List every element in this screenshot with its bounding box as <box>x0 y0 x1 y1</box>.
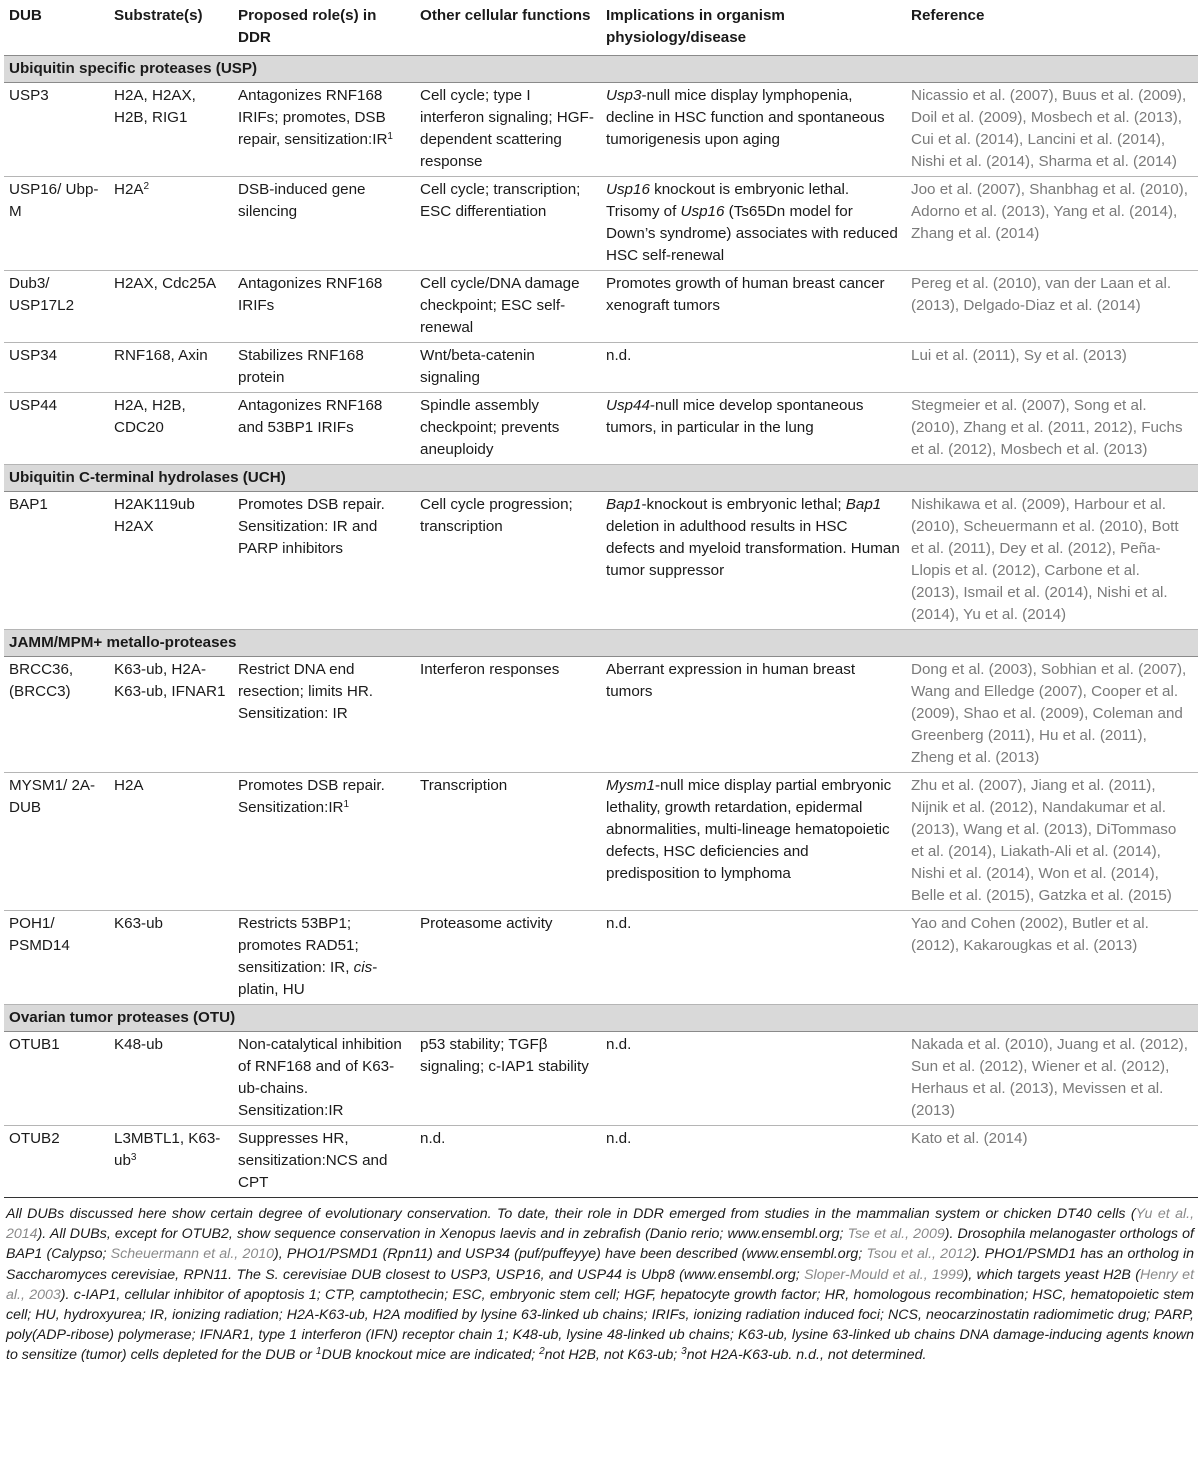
cell-role: Antagonizes RNF168 IRIFs <box>233 271 415 343</box>
footnote-superscript: 2 <box>539 1346 545 1358</box>
cell-substrates: H2A <box>109 773 233 911</box>
cell-role-superscript: 1 <box>387 131 393 142</box>
cell-implications: Bap1-knockout is embryonic lethal; Bap1 deletion in adulthood results in HSC defects and myeloid transformation. Human tumor suppressor <box>601 492 906 630</box>
cell-role: DSB-induced gene silencing <box>233 177 415 271</box>
cell-dub: USP16/ Ubp-M <box>4 177 109 271</box>
table-row <box>4 773 1198 911</box>
cell-implications: Promotes growth of human breast cancer xenograft tumors <box>601 271 906 343</box>
table-row <box>4 271 1198 343</box>
cell-functions: Cell cycle progression; transcription <box>415 492 601 630</box>
cell-reference[interactable]: Yao and Cohen (2002), Butler et al. (2012), Kakarougkas et al. (2013) <box>906 911 1198 1005</box>
cell-implications-italic: Usp44 <box>606 397 650 414</box>
cell-implications: n.d. <box>601 1126 906 1198</box>
cell-implications: Usp3-null mice display lymphopenia, decline in HSC function and spontaneous tumorigenesis upon aging <box>601 83 906 177</box>
cell-reference[interactable]: Pereg et al. (2010), van der Laan et al. (2013), Delgado-Diaz et al. (2014) <box>906 271 1198 343</box>
table-footnote: All DUBs discussed here show certain degree of evolutionary conservation. To date, their role in DDR emerged from studies in the mammalian system or chicken DT40 cells (Yu et al., 2014). All DUBs, except for OTUB2, show sequence conservation in Xenopus laevis and in zebrafish (Danio rerio; www.ensembl.org; Tse et al., 2009). Drosophila melanogaster orthologs of BAP1 (Calypso; Scheuermann et al., 2010), PHO1/PSMD1 (Rpn11) and USP34 (puf/puffeyye) have been described (www.ensembl.org; Tsou et al., 2012). PHO1/PSMD1 has an ortholog in Saccharomyces cerevisiae, RPN11. The S. cerevisiae DUB closest to USP3, USP16, and USP44 is Ubp8 (www.ensembl.org; Sloper-Mould et al., 1999), which targets yeast H2B (Henry et al., 2003). c-IAP1, cellular inhibitor of apoptosis 1; CTP, camptothecin; ESC, embryonic stem cell; HGF, hepatocyte growth factor; HR, homologous recombination; HSC, hematopoietic stem cell; HU, hydroxyurea; IR, ionizing radiation; H2A-K63-ub, H2A modified by lysine 63-linked ub chains; IRIFs, ionizing radiation induced foci; NCS, neocarzinostatin radiomimetic drug; PARP, poly(ADP-ribose) polymerase; IFNAR1, type 1 interferon (IFN) receptor chain 1; K48-ub, lysine 48-linked ub chains; K63-ub, lysine 63-linked ub chains DNA damage-inducing agents known to sensitize (tumor) cells depleted for the DUB or $^1$DUB knockout mice are indicated; $^2$not H2B, not K63-ub; $^3$not H2A-K63-ub. n.d., not determined. <box>6 1206 1195 1364</box>
cell-dub: BAP1 <box>4 492 109 630</box>
cell-functions: Cell cycle; transcription; ESC differentiation <box>415 177 601 271</box>
citation-link[interactable]: Scheuermann et al., 2010 <box>110 1246 275 1263</box>
cell-functions: Proteasome activity <box>415 911 601 1005</box>
cell-reference[interactable]: Nishikawa et al. (2009), Harbour et al. (2010), Scheuermann et al. (2010), Bott et al. (2011), Dey et al. (2012), Peña-Llopis et al. (2012), Carbone et al. (2013), Ismail et al. (2014), Nishi et al. (2014), Yu et al. (2014) <box>906 492 1198 630</box>
cell-implications-italic: Bap1 <box>606 496 642 513</box>
citation-link[interactable]: Yu et al., 2014 <box>6 1206 1195 1243</box>
cell-role-italic: cis <box>353 959 373 976</box>
header-role: Proposed role(s) in DDR <box>238 7 377 46</box>
header-dub: DUB <box>9 7 42 24</box>
cell-substrates: H2AK119ub H2AX <box>109 492 233 630</box>
section-row <box>4 56 1198 83</box>
section-title: Ubiquitin C-terminal hydrolases (UCH) <box>4 465 1198 492</box>
section-title: JAMM/MPM+ metallo-proteases <box>4 630 1198 657</box>
header-functions: Other cellular functions <box>420 7 591 24</box>
cell-role: Non-catalytical inhibition of RNF168 and of K63-ub-chains. Sensitization:IR <box>233 1032 415 1126</box>
table-row <box>4 343 1198 393</box>
cell-reference[interactable]: Stegmeier et al. (2007), Song et al. (2010), Zhang et al. (2011, 2012), Fuchs et al. (2012), Mosbech et al. (2013) <box>906 393 1198 465</box>
cell-role: Restricts 53BP1; promotes RAD51; sensitization: IR, cis-platin, HU <box>233 911 415 1005</box>
cell-functions: n.d. <box>415 1126 601 1198</box>
cell-role: Promotes DSB repair. $Sensitization:IR^1$ <box>233 773 415 911</box>
footnote-superscript: 3 <box>681 1346 687 1358</box>
cell-substrates: K63-ub <box>109 911 233 1005</box>
table-row <box>4 1126 1198 1198</box>
cell-implications-italic: Usp3 <box>606 87 642 104</box>
cell-substrates: H2A, H2AX, H2B, RIG1 <box>109 83 233 177</box>
cell-role: Antagonizes RNF168 IRIFs; promotes, DSB repair, $sensitization:IR^1$ <box>233 83 415 177</box>
table-row <box>4 911 1198 1005</box>
table-row <box>4 657 1198 773</box>
cell-reference[interactable]: Nicassio et al. (2007), Buus et al. (2009), Doil et al. (2009), Mosbech et al. (2013), Cui et al. (2014), Lancini et al. (2014), Nishi et al. (2014), Sharma et al. (2014) <box>906 83 1198 177</box>
cell-substrates-superscript: 3 <box>130 1152 137 1163</box>
cell-dub: USP3 <box>4 83 109 177</box>
cell-substrates: H2A, H2B, CDC20 <box>109 393 233 465</box>
table-header <box>4 0 1198 56</box>
cell-functions: Interferon responses <box>415 657 601 773</box>
cell-dub: USP44 <box>4 393 109 465</box>
table-row <box>4 83 1198 177</box>
cell-implications-italic: Bap1 <box>845 496 882 513</box>
cell-implications: n.d. <box>601 343 906 393</box>
table-row <box>4 177 1198 271</box>
cell-role-superscript: 1 <box>343 799 350 810</box>
cell-implications-italic: Usp16 <box>680 203 725 220</box>
table-body <box>4 56 1198 1198</box>
cell-implications: n.d. <box>601 1032 906 1126</box>
cell-role: Stabilizes RNF168 protein <box>233 343 415 393</box>
cell-implications: Usp44-null mice develop spontaneous tumors, in particular in the lung <box>601 393 906 465</box>
citation-link[interactable]: Henry et al., 2003 <box>6 1266 1195 1303</box>
cell-dub: USP34 <box>4 343 109 393</box>
citation-link[interactable]: Sloper-Mould et al., 1999 <box>804 1266 964 1283</box>
cell-functions: Transcription <box>415 773 601 911</box>
cell-functions: Wnt/beta-catenin signaling <box>415 343 601 393</box>
cell-substrates-superscript: 2 <box>143 181 150 192</box>
cell-functions: p53 stability; TGFβ signaling; c-IAP1 stability <box>415 1032 601 1126</box>
cell-dub: OTUB1 <box>4 1032 109 1126</box>
table-row <box>4 1032 1198 1126</box>
section-title: Ubiquitin specific proteases (USP) <box>4 56 1198 83</box>
cell-reference[interactable]: Nakada et al. (2010), Juang et al. (2012), Sun et al. (2012), Wiener et al. (2012), Herhaus et al. (2013), Mevissen et al. (2013) <box>906 1032 1198 1126</box>
section-row <box>4 465 1198 492</box>
cell-role: Promotes DSB repair. Sensitization: IR and PARP inhibitors <box>233 492 415 630</box>
section-title: Ovarian tumor proteases (OTU) <box>4 1005 1198 1032</box>
cell-reference[interactable]: Kato et al. (2014) <box>906 1126 1198 1198</box>
cell-substrates: RNF168, Axin <box>109 343 233 393</box>
citation-link[interactable]: Tse et al., 2009 <box>847 1226 945 1243</box>
cell-dub: OTUB2 <box>4 1126 109 1198</box>
cell-substrates: H2AX, Cdc25A <box>109 271 233 343</box>
header-implications: Implications in organism physiology/disease <box>606 7 785 46</box>
footnote-superscript: 1 <box>315 1346 322 1358</box>
cell-implications: n.d. <box>601 911 906 1005</box>
cell-implications: Aberrant expression in human breast tumors <box>601 657 906 773</box>
cell-functions: Spindle assembly checkpoint; prevents aneuploidy <box>415 393 601 465</box>
cell-role: Suppresses HR, sensitization:NCS and CPT <box>233 1126 415 1198</box>
cell-substrates: K63-ub, H2A-K63-ub, IFNAR1 <box>109 657 233 773</box>
cell-functions: Cell cycle; type I interferon signaling; HGF-dependent scattering response <box>415 83 601 177</box>
cell-substrates: $H2A^2$ <box>109 177 233 271</box>
header-substrates: Substrate(s) <box>114 7 203 24</box>
cell-dub: MYSM1/ 2A-DUB <box>4 773 109 911</box>
dub-table <box>4 0 1198 1198</box>
cell-reference[interactable]: Lui et al. (2011), Sy et al. (2013) <box>906 343 1198 393</box>
cell-implications: Mysm1-null mice display partial embryonic lethality, growth retardation, epidermal abnormalities, multi-lineage hematopoietic defects, HSC deficiencies and predisposition to lymphoma <box>601 773 906 911</box>
table-row <box>4 492 1198 630</box>
cell-substrates: L3MBTL1, $K63-ub^3$ <box>109 1126 233 1198</box>
cell-substrates: K48-ub <box>109 1032 233 1126</box>
cell-role: Antagonizes RNF168 and 53BP1 IRIFs <box>233 393 415 465</box>
cell-implications-italic: Usp16 <box>606 181 650 198</box>
section-row <box>4 630 1198 657</box>
cell-reference[interactable]: Dong et al. (2003), Sobhian et al. (2007), Wang and Elledge (2007), Cooper et al. (2009), Shao et al. (2009), Coleman and Greenberg (2011), Hu et al. (2011), Zheng et al. (2013) <box>906 657 1198 773</box>
cell-reference[interactable]: Zhu et al. (2007), Jiang et al. (2011), Nijnik et al. (2012), Nandakumar et al. (2013), Wang et al. (2013), DiTommaso et al. (2014), Liakath-Ali et al. (2014), Nishi et al. (2014), Won et al. (2014), Belle et al. (2015), Gatzka et al. (2015) <box>906 773 1198 911</box>
cell-functions: Cell cycle/DNA damage checkpoint; ESC self-renewal <box>415 271 601 343</box>
table-row <box>4 393 1198 465</box>
cell-dub: Dub3/ USP17L2 <box>4 271 109 343</box>
header-reference: Reference <box>911 7 985 24</box>
cell-role: Restrict DNA end resection; limits HR. Sensitization: IR <box>233 657 415 773</box>
cell-implications: Usp16 knockout is embryonic lethal. Trisomy of Usp16 (Ts65Dn model for Down’s syndrome) associates with reduced HSC self-renewal <box>601 177 906 271</box>
cell-implications-italic: Mysm1 <box>606 777 655 794</box>
section-row <box>4 1005 1198 1032</box>
cell-dub: BRCC36, (BRCC3) <box>4 657 109 773</box>
citation-link[interactable]: Tsou et al., 2012 <box>866 1246 972 1263</box>
cell-reference[interactable]: Joo et al. (2007), Shanbhag et al. (2010), Adorno et al. (2013), Yang et al. (2014), Zhang et al. (2014) <box>906 177 1198 271</box>
cell-dub: POH1/ PSMD14 <box>4 911 109 1005</box>
